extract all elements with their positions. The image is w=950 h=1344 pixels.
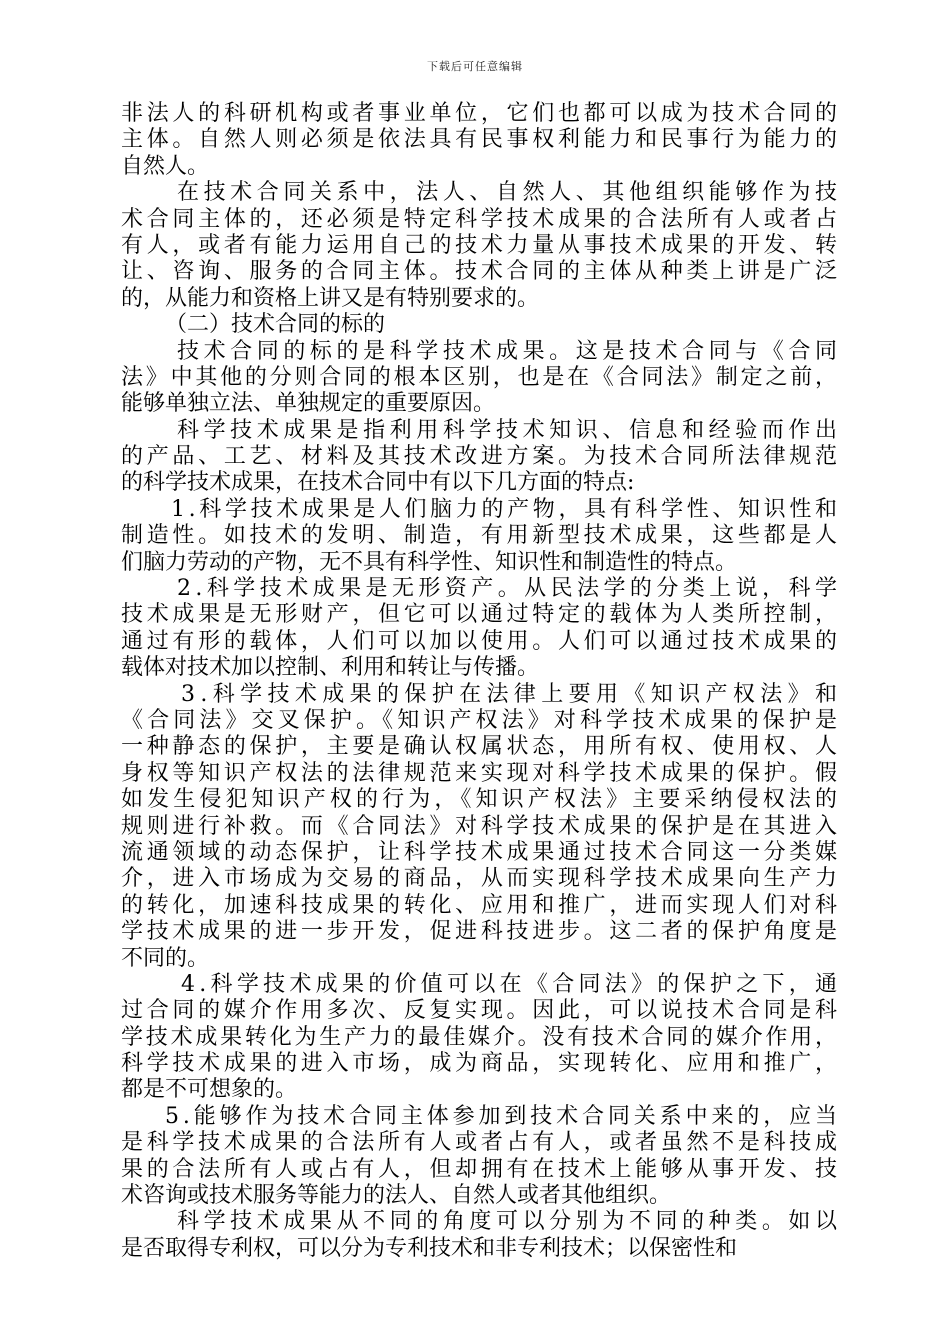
text-line: 科学技术成果的进入市场，成为商品，实现转化、应用和推广， xyxy=(121,1051,841,1077)
text-line: 非法人的科研机构或者事业单位，它们也都可以成为技术合同的 xyxy=(121,101,841,126)
text-line: 一种静态的保护，主要是确认权属状态，用所有权、使用权、人 xyxy=(121,734,841,760)
text-line: 科学技术成果是指利用科学技术知识、信息和经验而作出 xyxy=(177,417,842,443)
text-line: 不同的。 xyxy=(121,945,210,971)
text-line: 自然人。 xyxy=(121,153,210,179)
text-line: 的，从能力和资格上讲又是有特别要求的。 xyxy=(121,285,540,311)
text-line: 介，进入市场成为交易的商品，从而实现科学技术成果向生产力 xyxy=(121,866,841,892)
document-body xyxy=(121,101,843,1262)
text-line: 5.能够作为技术合同主体参加到技术合同关系中来的，应当 xyxy=(165,1103,841,1129)
text-line: 通过有形的载体，人们可以加以使用。人们可以通过技术成果的 xyxy=(121,628,841,654)
text-line: 技术合同的标的是科学技术成果。这是技术合同与《合同 xyxy=(177,338,842,364)
text-line: 4.科学技术成果的价值可以在《合同法》的保护之下，通 xyxy=(181,971,842,997)
text-line: 的产品、工艺、材料及其技术改进方案。为技术合同所法律规范 xyxy=(121,444,841,470)
text-line: 是否取得专利权，可以分为专利技术和非专利技术；以保密性和 xyxy=(121,1235,738,1261)
text-line: 规则进行补救。而《合同法》对科学技术成果的保护是在其进入 xyxy=(121,813,841,839)
text-line: 学技术成果的进一步开发，促进科技进步。这二者的保护角度是 xyxy=(121,919,841,945)
text-line: 在技术合同关系中，法人、自然人、其他组织能够作为技 xyxy=(177,180,842,206)
text-line: 2.科学技术成果是无形资产。从民法学的分类上说，科学 xyxy=(177,576,842,602)
text-line: 果的合法所有人或占有人，但却拥有在技术上能够从事开发、技 xyxy=(121,1156,841,1182)
text-line: 如发生侵犯知识产权的行为，《知识产权法》主要采纳侵权法的 xyxy=(121,787,842,813)
text-line: 《合同法》交叉保护。《知识产权法》对科学技术成果的保护是 xyxy=(121,707,842,733)
text-line: 1.科学技术成果是人们脑力的产物，具有科学性、知识性和 xyxy=(171,496,841,522)
text-line: 的转化，加速科技成果的转化、应用和推广，进而实现人们对科 xyxy=(121,892,841,918)
text-line: 术咨询或技术服务等能力的法人、自然人或者其他组织。 xyxy=(121,1183,672,1209)
text-line: 法》中其他的分则合同的根本区别，也是在《合同法》制定之前， xyxy=(121,364,840,390)
page-header: 下载后可任意编辑 xyxy=(427,60,523,73)
text-line: 流通领域的动态保护，让科学技术成果通过技术合同这一分类媒 xyxy=(121,839,841,865)
text-line: （二）技术合同的标的 xyxy=(165,312,386,338)
text-line: 的科学技术成果，在技术合同中有以下几方面的特点: xyxy=(121,470,635,496)
text-line: 3.科学技术成果的保护在法律上要用《知识产权法》和 xyxy=(181,681,843,707)
text-line: 们脑力劳动的产物，无不具有科学性、知识性和制造性的特点。 xyxy=(121,549,738,575)
text-line: 让、咨询、服务的合同主体。技术合同的主体从种类上讲是广泛 xyxy=(121,259,841,285)
text-line: 都是不可想象的。 xyxy=(121,1077,298,1103)
text-line: 有人，或者有能力运用自己的技术力量从事技术成果的开发、转 xyxy=(121,232,841,258)
text-line: 能够单独立法、单独规定的重要原因。 xyxy=(121,391,496,417)
text-line: 制造性。如技术的发明、制造，有用新型技术成果，这些都是人 xyxy=(121,523,841,549)
text-line: 过合同的媒介作用多次、反复实现。因此，可以说技术合同是科 xyxy=(121,998,841,1024)
text-line: 身权等知识产权法的法律规范来实现对科学技术成果的保护。假 xyxy=(121,760,841,786)
text-line: 载体对技术加以控制、利用和转让与传播。 xyxy=(121,655,540,681)
text-line: 是科学技术成果的合法所有人或者占有人，或者虽然不是科技成 xyxy=(121,1130,841,1156)
text-line: 学技术成果转化为生产力的最佳媒介。没有技术合同的媒介作用， xyxy=(121,1024,840,1050)
text-line: 科学技术成果从不同的角度可以分别为不同的种类。如以 xyxy=(177,1209,842,1235)
text-line: 主体。自然人则必须是依法具有民事权利能力和民事行为能力的 xyxy=(121,127,841,153)
text-line: 术合同主体的，还必须是特定科学技术成果的合法所有人或者占 xyxy=(121,206,841,232)
text-line: 技术成果是无形财产，但它可以通过特定的载体为人类所控制， xyxy=(121,602,841,628)
